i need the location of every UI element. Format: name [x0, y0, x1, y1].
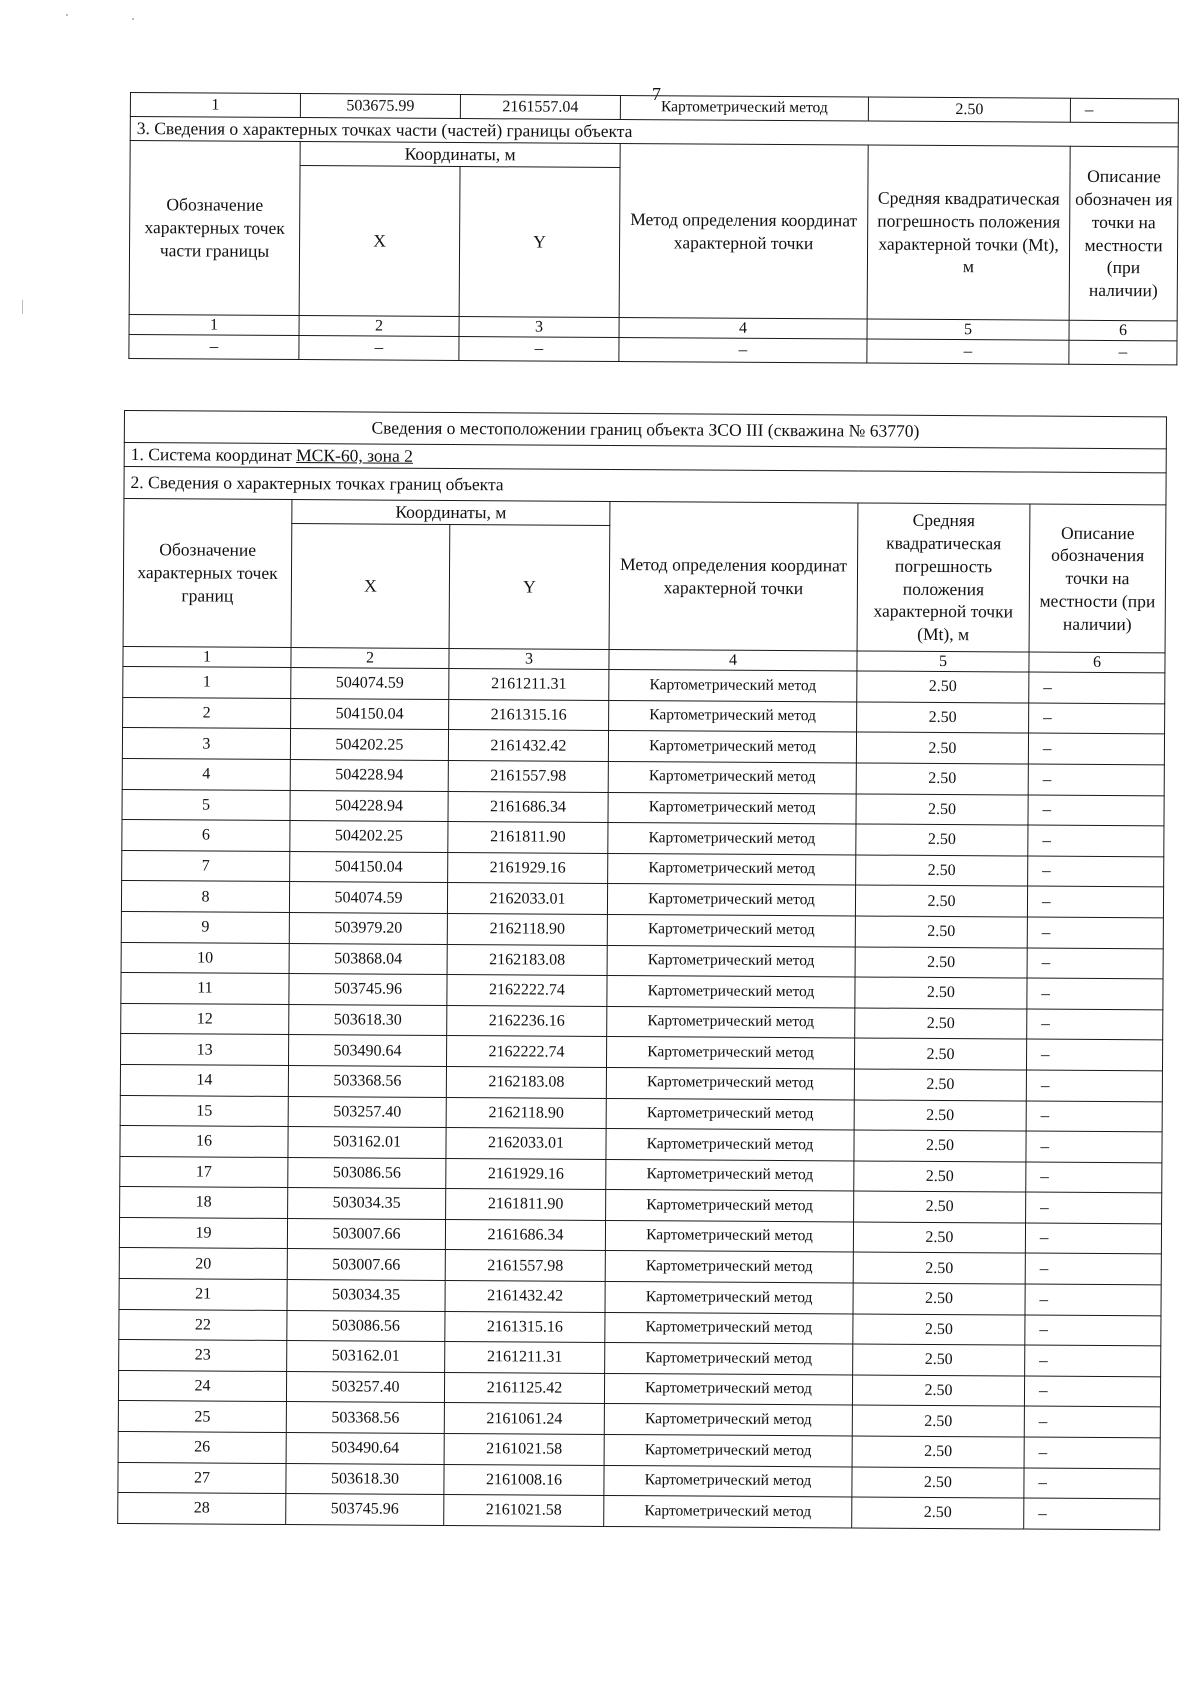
cell-point-number: 14 — [120, 1064, 288, 1096]
cell-x: 503257.40 — [286, 1371, 444, 1403]
cell-empty: – — [129, 335, 299, 360]
cell-description: – — [1024, 1498, 1160, 1529]
cell-x: 503618.30 — [289, 1004, 447, 1036]
cell-description: – — [1029, 672, 1165, 703]
cell-description: – — [1024, 1376, 1160, 1407]
cell-method: Картометрический метод — [608, 823, 856, 855]
cell-error: 2.50 — [853, 1344, 1025, 1376]
cell-x: 504150.04 — [290, 851, 448, 883]
cell-method: Картометрический метод — [607, 945, 855, 977]
cell-x: 503034.35 — [288, 1188, 446, 1220]
cell-method: Картометрический метод — [608, 761, 856, 793]
cell-description: – — [1028, 856, 1164, 887]
cell-x: 503490.64 — [288, 1035, 446, 1067]
cell-y: 2161929.16 — [446, 1158, 606, 1190]
cell-method: Картометрический метод — [604, 1373, 852, 1405]
page-number: 7 — [652, 84, 661, 104]
cell-method: Картометрический метод — [606, 1190, 854, 1222]
cell-error: 2.50 — [852, 1436, 1024, 1468]
cell-error: 2.50 — [854, 1130, 1026, 1162]
col-number: 5 — [867, 319, 1069, 340]
header-point-designation: Обозначение характерных точек части границы — [129, 141, 300, 316]
header-coordinates: Координаты, м — [292, 500, 610, 526]
cell-point-number: 2 — [123, 697, 291, 729]
cell-x: 503868.04 — [289, 943, 447, 975]
cell-error: 2.50 — [852, 1467, 1024, 1499]
cell-method: Картометрический метод — [606, 1067, 854, 1099]
cell-x: 503675.99 — [300, 94, 460, 119]
cell-x: 503007.66 — [287, 1218, 445, 1250]
points-table-body — [118, 667, 1165, 1530]
cell-y: 2161557.98 — [445, 1250, 605, 1282]
cell-description: – — [1024, 1406, 1160, 1437]
zso-section-title: 2. Сведения о характерных точках границ объекта — [124, 467, 1166, 505]
coord-system-value: МСК-60, зона 2 — [296, 445, 414, 466]
cell-description: – — [1024, 1437, 1160, 1468]
cell-method: Картометрический метод — [608, 731, 856, 763]
cell-y: 2161686.34 — [445, 1219, 605, 1251]
empty-row — [129, 335, 1177, 365]
cell-point-number: 23 — [119, 1340, 287, 1372]
cell-x: 504150.04 — [291, 698, 449, 730]
cell-x: 503618.30 — [286, 1463, 444, 1495]
col-number: 3 — [449, 648, 609, 669]
cell-empty: – — [459, 337, 619, 362]
col-number: 6 — [1029, 652, 1165, 673]
cell-error: 2.50 — [856, 824, 1028, 856]
cell-method: Картометрический метод — [607, 976, 855, 1008]
cell-y: 2161432.42 — [448, 730, 608, 762]
part-section-title: 3. Сведения о характерных точках части (частей) границы объекта — [130, 117, 1178, 147]
cell-method: Картометрический метод — [608, 792, 856, 824]
cell-description: – — [1029, 703, 1165, 734]
cell-point-number: 20 — [119, 1248, 287, 1280]
cell-error: 2.50 — [857, 671, 1029, 703]
col-number: 1 — [129, 314, 299, 335]
cell-point-number: 24 — [118, 1370, 286, 1402]
cell-error: 2.50 — [854, 1191, 1026, 1223]
cell-description: – — [1028, 764, 1164, 795]
cell-point-number: 25 — [118, 1401, 286, 1433]
cell-description: – — [1027, 948, 1163, 979]
cell-empty: – — [299, 336, 459, 361]
cell-method: Картометрический метод — [604, 1434, 852, 1466]
cell-y: 2162118.90 — [446, 1097, 606, 1129]
cell-error: 2.50 — [855, 885, 1027, 917]
zso-section-block — [117, 410, 1166, 1530]
cell-x: 503368.56 — [286, 1402, 444, 1434]
cell-description: – — [1026, 1070, 1162, 1101]
cell-error: 2.50 — [856, 794, 1028, 826]
cell-error: 2.50 — [855, 977, 1027, 1009]
zso-title: Сведения о местоположении границ объекта ЗСО III (скважина № 63770) — [124, 411, 1166, 449]
cell-y: 2162222.74 — [446, 1036, 606, 1068]
cell-description: – — [1026, 1131, 1162, 1162]
cell-method: Картометрический метод — [605, 1312, 853, 1344]
header-row — [130, 141, 1178, 171]
cell-error: 2.50 — [856, 732, 1028, 764]
cell-point-number: 1 — [123, 667, 291, 699]
header-description: Описание обозначения точки на местности (при наличии) — [1029, 504, 1166, 653]
cell-error: 2.50 — [855, 1008, 1027, 1040]
header-method: Метод определения координат характерной точки — [609, 501, 858, 651]
part-section-block — [128, 92, 1178, 366]
cell-description: – — [1024, 1468, 1160, 1499]
cell-method: Картометрический метод — [606, 1159, 854, 1191]
scan-mark — [132, 18, 134, 20]
cell-error: 2.50 — [855, 947, 1027, 979]
cell-x: 503162.01 — [288, 1127, 446, 1159]
header-description: Описание обозначен ия точки на местности (при наличии) — [1069, 146, 1178, 321]
cell-point-number: 8 — [121, 881, 289, 913]
header-error: Средняя квадратическая погрешность положения характерной точки (Mt), м — [867, 145, 1070, 320]
col-number: 3 — [459, 317, 619, 338]
cell-error: 2.50 — [856, 855, 1028, 887]
col-number: 2 — [299, 316, 459, 337]
col-number: 1 — [123, 646, 291, 667]
cell-method: Картометрический метод — [607, 1006, 855, 1038]
header-coordinates: Координаты, м — [300, 142, 620, 168]
cell-description: – — [1027, 917, 1163, 948]
cell-point-number: 15 — [120, 1095, 288, 1127]
cell-y: 2161811.90 — [448, 822, 608, 854]
cell-x: 503257.40 — [288, 1096, 446, 1128]
cell-y: 2161432.42 — [445, 1281, 605, 1313]
cell-point-number: 22 — [119, 1309, 287, 1341]
header-point-designation: Обозначение характерных точек границ — [123, 499, 292, 648]
cell-point-number: 27 — [118, 1462, 286, 1494]
cell-y: 2161686.34 — [448, 791, 608, 823]
cell-error: 2.50 — [853, 1222, 1025, 1254]
cell-error: 2.50 — [856, 763, 1028, 795]
cell-method: Картометрический метод — [606, 1037, 854, 1069]
cell-point-number: 28 — [118, 1493, 286, 1525]
cell-method: Картометрический метод — [609, 700, 857, 732]
cell-method: Картометрический метод — [605, 1220, 853, 1252]
cell-description: – — [1027, 886, 1163, 917]
header-method: Метод определения координат характерной точки — [619, 143, 868, 319]
cell-description: – — [1028, 825, 1164, 856]
cell-y: 2162222.74 — [447, 975, 607, 1007]
cell-description: – — [1027, 978, 1163, 1009]
cell-error: 2.50 — [854, 1099, 1026, 1131]
part-table — [128, 92, 1179, 366]
cell-description: – — [1026, 1162, 1162, 1193]
cell-x: 504202.25 — [290, 729, 448, 761]
scan-mark — [66, 14, 68, 16]
cell-method: Картометрический метод — [606, 1098, 854, 1130]
col-number: 5 — [857, 651, 1029, 672]
cell-y: 2161021.58 — [444, 1434, 604, 1466]
cell-error: 2.50 — [855, 916, 1027, 948]
cell-x: 504228.94 — [290, 759, 448, 791]
cell-error: 2.50 — [852, 1375, 1024, 1407]
cell-error: 2.50 — [852, 1405, 1024, 1437]
cell-description: – — [1025, 1345, 1161, 1376]
cell-y: 2161125.42 — [444, 1372, 604, 1404]
cell-description: – — [1028, 733, 1164, 764]
cell-y: 2162236.16 — [447, 1005, 607, 1037]
cell-error: 2.50 — [853, 1314, 1025, 1346]
cell-empty: – — [867, 339, 1069, 364]
cell-y: 2161929.16 — [448, 852, 608, 884]
cell-method: Картометрический метод — [605, 1282, 853, 1314]
table-row — [118, 1493, 1160, 1530]
cell-method: Картометрический метод — [608, 853, 856, 885]
cell-description: – — [1025, 1253, 1161, 1284]
cell-y: 2162033.01 — [447, 883, 607, 915]
cell-y: 2161008.16 — [444, 1464, 604, 1496]
coord-system-label: 1. Система координат — [130, 444, 297, 466]
col-number: 2 — [291, 648, 449, 669]
cell-y: 2161315.16 — [445, 1311, 605, 1343]
cell-method: Картометрический метод — [607, 914, 855, 946]
cell-error: 2.50 — [853, 1283, 1025, 1315]
header-row — [124, 499, 1166, 529]
cell-point-number: 26 — [118, 1432, 286, 1464]
cell-x: 503490.64 — [286, 1433, 444, 1465]
header-x: X — [291, 524, 450, 649]
cell-point-number: 12 — [121, 1003, 289, 1035]
cell-method: Картометрический метод — [607, 884, 855, 916]
cell-method: Картометрический метод — [620, 95, 868, 121]
cell-method: Картометрический метод — [605, 1251, 853, 1283]
cell-error: 2.50 — [854, 1069, 1026, 1101]
cell-description: – — [1027, 1009, 1163, 1040]
scan-mark — [22, 300, 23, 314]
cell-y: 2162033.01 — [446, 1128, 606, 1160]
cell-x: 504074.59 — [289, 882, 447, 914]
cell-y: 2161211.31 — [449, 669, 609, 701]
cell-description: – — [1025, 1315, 1161, 1346]
cell-description: – — [1026, 1039, 1162, 1070]
cell-method: Картометрический метод — [604, 1496, 852, 1528]
cell-y: 2162183.08 — [446, 1066, 606, 1098]
header-error: Средняя квадратическая погрешность положения характерной точки (Mt), м — [857, 503, 1030, 652]
cell-description: – — [1070, 98, 1178, 123]
cell-x: 503979.20 — [289, 912, 447, 944]
cell-error: 2.50 — [854, 1161, 1026, 1193]
cell-description: – — [1025, 1284, 1161, 1315]
col-number: 6 — [1069, 320, 1177, 341]
cell-x: 504228.94 — [290, 790, 448, 822]
cell-y: 2161315.16 — [449, 699, 609, 731]
cell-error: 2.50 — [852, 1497, 1024, 1529]
cell-x: 504074.59 — [291, 668, 449, 700]
zso-table — [117, 410, 1167, 1530]
cell-x: 503162.01 — [287, 1341, 445, 1373]
cell-y: 2161811.90 — [446, 1189, 606, 1221]
cell-point-number: 3 — [122, 728, 290, 760]
header-x: X — [299, 166, 460, 317]
cell-error: 2.50 — [853, 1252, 1025, 1284]
header-y: Y — [459, 167, 620, 318]
cell-point-number: 4 — [122, 758, 290, 790]
cell-method: Картометрический метод — [604, 1404, 852, 1436]
cell-x: 503086.56 — [287, 1310, 445, 1342]
cell-point-number: 11 — [121, 973, 289, 1005]
cell-y: 2162183.08 — [447, 944, 607, 976]
cell-description: – — [1025, 1223, 1161, 1254]
cell-point-number: 10 — [121, 942, 289, 974]
cell-method: Картометрический метод — [605, 1343, 853, 1375]
cell-point-number: 21 — [119, 1279, 287, 1311]
cell-y: 2161061.24 — [444, 1403, 604, 1435]
cell-point-number: 7 — [122, 850, 290, 882]
cell-x: 503007.66 — [287, 1249, 445, 1281]
cell-error: 2.50 — [854, 1038, 1026, 1070]
cell-x: 503086.56 — [288, 1157, 446, 1189]
cell-x: 503745.96 — [286, 1494, 444, 1526]
col-number: 4 — [609, 649, 857, 671]
cell-point-number: 9 — [121, 911, 289, 943]
cell-y: 2161211.31 — [445, 1342, 605, 1374]
cell-empty: – — [1069, 340, 1177, 365]
cell-point-number: 17 — [120, 1156, 288, 1188]
cell-x: 503745.96 — [289, 974, 447, 1006]
cell-x: 503368.56 — [288, 1065, 446, 1097]
cell-empty: – — [619, 338, 867, 364]
cell-method: Картометрический метод — [604, 1465, 852, 1497]
header-y: Y — [449, 524, 610, 649]
cell-method: Картометрический метод — [609, 670, 857, 702]
cell-y: 2162118.90 — [447, 913, 607, 945]
cell-point-number: 16 — [120, 1126, 288, 1158]
cell-point-number: 13 — [121, 1034, 289, 1066]
cell-x: 504202.25 — [290, 821, 448, 853]
cell-x: 503034.35 — [287, 1280, 445, 1312]
cell-point-number: 1 — [130, 93, 300, 118]
cell-point-number: 18 — [120, 1187, 288, 1219]
cell-method: Картометрический метод — [606, 1129, 854, 1161]
cell-y: 2161557.04 — [460, 95, 620, 120]
cell-y: 2161021.58 — [444, 1495, 604, 1527]
cell-y: 2161557.98 — [448, 760, 608, 792]
cell-description: – — [1028, 795, 1164, 826]
cell-description: – — [1026, 1192, 1162, 1223]
cell-point-number: 19 — [119, 1217, 287, 1249]
col-number: 4 — [619, 317, 867, 339]
cell-point-number: 6 — [122, 820, 290, 852]
cell-error: 2.50 — [857, 702, 1029, 734]
cell-description: – — [1026, 1101, 1162, 1132]
cell-point-number: 5 — [122, 789, 290, 821]
cell-error: 2.50 — [868, 97, 1070, 122]
